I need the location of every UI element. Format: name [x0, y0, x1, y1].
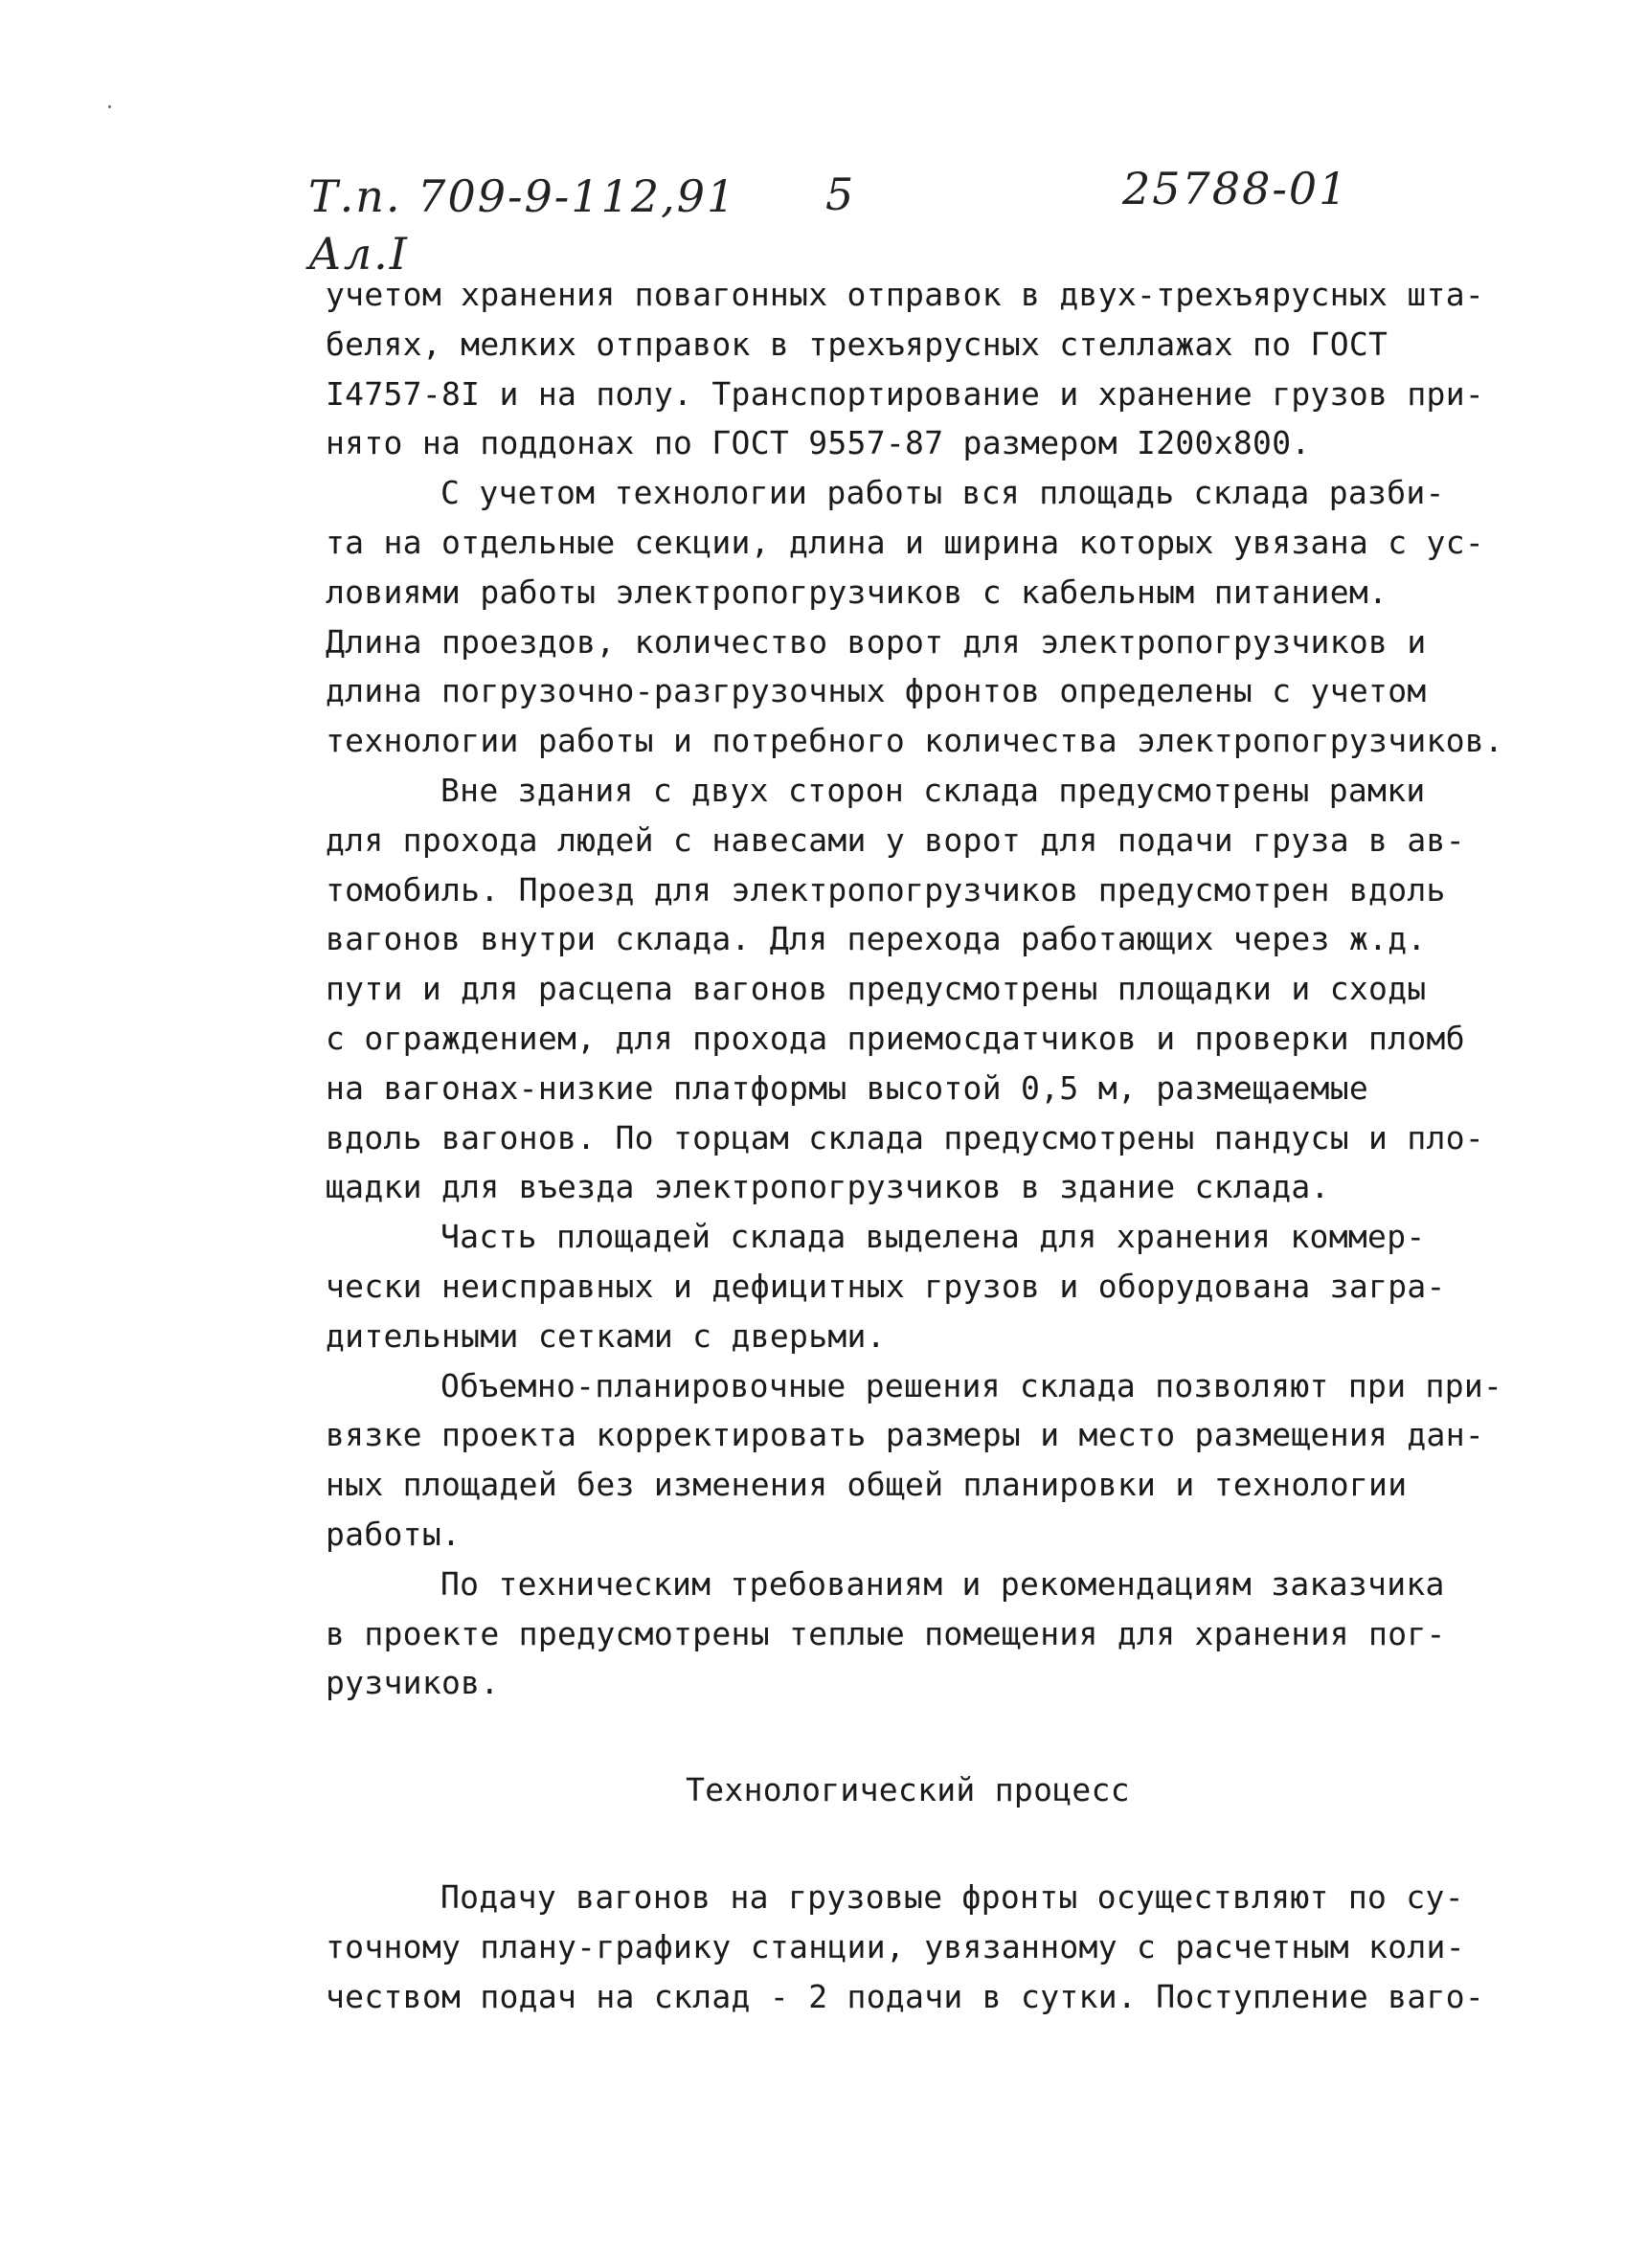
document-body: [326, 270, 1505, 2021]
scan-speck: [108, 105, 111, 108]
paragraph-line: вязке проекта корректировать размеры и место размещения дан-: [326, 1416, 1485, 1454]
paragraph-line: По техническим требованиям и рекомендациям заказчика: [440, 1564, 1445, 1603]
paragraph-line: щадки для въезда электропогрузчиков в здание склада.: [326, 1168, 1330, 1206]
paragraph-line: пути и для расцепа вагонов предусмотрены площадки и сходы: [326, 970, 1427, 1008]
document-code: 25788-01: [1122, 163, 1349, 214]
paragraph-line: томобиль. Проезд для электропогрузчиков предусмотрен вдоль: [326, 870, 1446, 909]
paragraph-line: вдоль вагонов. По торцам склада предусмотрены пандусы и пло-: [326, 1118, 1485, 1156]
paragraph-line: для прохода людей с навесами у ворот для подачи груза в ав-: [326, 820, 1465, 859]
paragraph-line: работы.: [326, 1515, 462, 1553]
paragraph-line: Вне здания с двух сторон склада предусмотрены рамки: [440, 771, 1426, 809]
paragraph-line: технологии работы и потребного количества электропогрузчиков.: [326, 722, 1504, 760]
paragraph-line: I4757-8I и на полу. Транспортирование и хранение грузов при-: [326, 374, 1485, 413]
album-number: Ал.I: [308, 228, 409, 280]
paragraph-line: Длина проездов, количество ворот для электропогрузчиков и: [326, 622, 1427, 661]
paragraph-line: учетом хранения повагонных отправок в двух-трехъярусных шта-: [326, 276, 1485, 313]
document-designation: Т.п. 709-9-112,91: [308, 170, 737, 222]
paragraph-line: дительными сетками с дверьми.: [326, 1316, 886, 1355]
paragraph-line: та на отдельные секции, длина и ширина которых увязана с ус-: [326, 523, 1485, 561]
section-title: Технологический процесс: [686, 1771, 1130, 1809]
paragraph-line: длина погрузочно-разгрузочных фронтов определены с учетом: [326, 672, 1427, 710]
paragraph-line: точному плану-графику станции, увязанному с расчетным коли-: [326, 1927, 1465, 1965]
paragraph-line: Объемно-планировочные решения склада позволяют при при-: [440, 1366, 1503, 1404]
paragraph-line: чески неисправных и дефицитных грузов и оборудована загра-: [326, 1267, 1446, 1305]
paragraph-line: чеством подач на склад - 2 подачи в сутки. Поступление ваго-: [326, 1977, 1485, 2015]
section-spacer: [326, 1708, 1505, 1765]
paragraph-line: Часть площадей склада выделена для хранения коммер-: [440, 1218, 1426, 1256]
paragraph-line: с ограждением, для прохода приемосдатчиков и проверки пломб: [326, 1019, 1465, 1057]
paragraph-line: Подачу вагонов на грузовые фронты осуществляют по су-: [440, 1877, 1464, 1916]
paragraph-line: нято на поддонах по ГОСТ 9557-87 размером I200х800.: [326, 424, 1311, 462]
paragraph-line: ных площадей без изменения общей планировки и технологии: [326, 1466, 1408, 1504]
page-number: 5: [825, 168, 856, 220]
paragraph-line: ловиями работы электропогрузчиков с кабельным питанием.: [326, 573, 1388, 611]
section-spacer: [326, 1815, 1505, 1873]
paragraph-line: С учетом технологии работы вся площадь склада разби-: [440, 474, 1445, 512]
paragraph-line: белях, мелких отправок в трехъярусных стеллажах по ГОСТ: [326, 325, 1388, 363]
paragraph-line: вагонов внутри склада. Для перехода работающих через ж.д.: [326, 920, 1427, 958]
paragraph-line: рузчиков.: [326, 1664, 500, 1702]
paragraph-line: на вагонах-низкие платформы высотой 0,5 м, размещаемые: [326, 1068, 1369, 1107]
paragraph-line: в проекте предусмотрены теплые помещения для хранения пог-: [326, 1614, 1446, 1652]
